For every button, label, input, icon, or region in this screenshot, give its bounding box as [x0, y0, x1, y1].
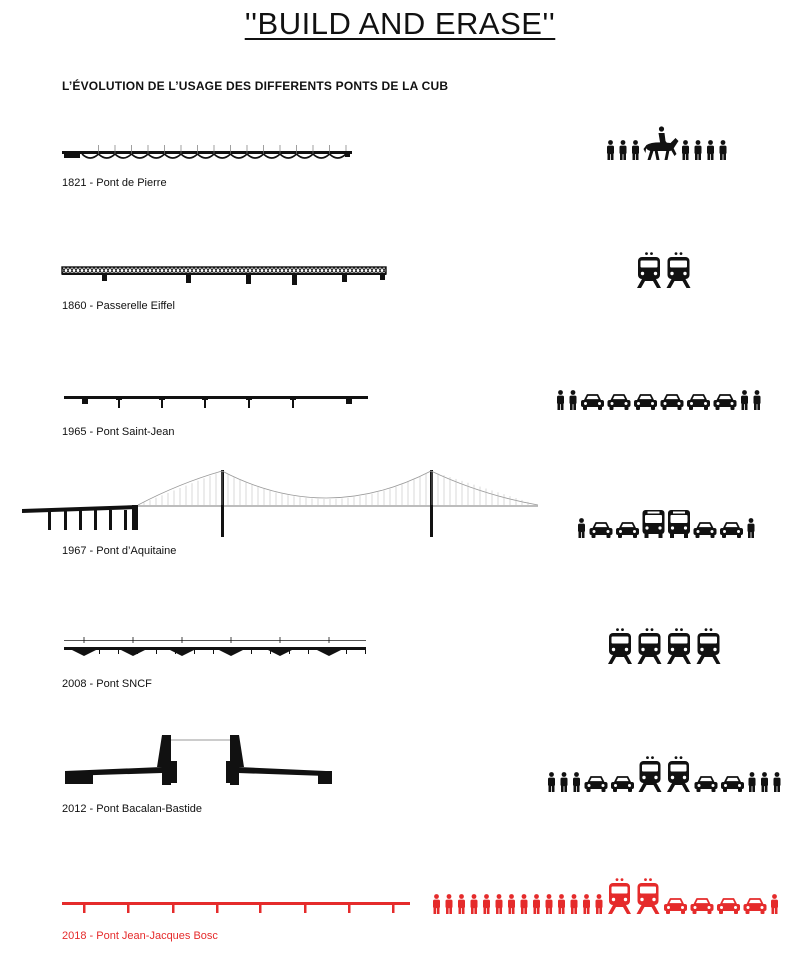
horse-rider-icon	[643, 126, 678, 160]
bridge-drawing-pont-de-pierre	[62, 140, 352, 162]
bridge-drawing-pont-bacalan-bastide	[62, 727, 340, 791]
bridge-label-pont-de-pierre: 1821 - Pont de Pierre	[62, 177, 167, 189]
car-icon	[616, 523, 639, 538]
person-icon	[557, 390, 564, 410]
tram-icon	[637, 878, 660, 914]
person-icon	[571, 894, 578, 914]
person-icon	[748, 772, 755, 792]
tram-icon	[667, 756, 690, 792]
bridge-drawing-pont-d-aquitaine	[20, 465, 544, 537]
train-icon	[637, 252, 661, 288]
car-icon	[584, 777, 607, 792]
person-icon	[773, 772, 780, 792]
person-icon	[719, 140, 726, 160]
person-icon	[433, 894, 440, 914]
person-icon	[471, 894, 478, 914]
tram-icon	[638, 756, 661, 792]
bridge-drawing-pont-saint-jean	[62, 392, 370, 414]
train-icon	[637, 628, 661, 664]
person-icon	[707, 140, 714, 160]
car-icon	[691, 899, 714, 914]
bus-icon	[668, 510, 690, 538]
person-icon	[569, 390, 576, 410]
person-icon	[521, 894, 528, 914]
person-icon	[761, 772, 768, 792]
person-icon	[596, 894, 603, 914]
page-subtitle: L’ÉVOLUTION DE L’USAGE DES DIFFERENTS PONTS DE LA CUB	[62, 79, 449, 93]
person-icon	[747, 518, 754, 538]
train-icon	[666, 252, 690, 288]
bus-icon	[642, 510, 664, 538]
bridge-drawing-passerelle-eiffel	[62, 264, 388, 286]
person-icon	[496, 894, 503, 914]
person-icon	[483, 894, 490, 914]
train-icon	[696, 628, 720, 664]
person-icon	[558, 894, 565, 914]
car-icon	[607, 395, 630, 410]
car-icon	[693, 523, 716, 538]
person-icon	[632, 140, 639, 160]
person-icon	[546, 894, 553, 914]
car-icon	[744, 899, 767, 914]
person-icon	[533, 894, 540, 914]
person-icon	[682, 140, 689, 160]
usage-icons-pont-bacalan-bastide	[546, 752, 783, 792]
usage-icons-passerelle-eiffel	[635, 248, 693, 288]
usage-icons-pont-sncf	[606, 624, 723, 664]
car-icon	[713, 395, 736, 410]
car-icon	[720, 523, 743, 538]
person-icon	[607, 140, 614, 160]
person-icon	[578, 518, 585, 538]
train-icon	[667, 628, 691, 664]
person-icon	[753, 390, 760, 410]
person-icon	[771, 894, 778, 914]
person-icon	[619, 140, 626, 160]
usage-icons-pont-saint-jean	[555, 388, 763, 410]
usage-icons-pont-d-aquitaine	[576, 506, 757, 538]
car-icon	[664, 899, 687, 914]
person-icon	[458, 894, 465, 914]
train-icon	[608, 628, 632, 664]
bridge-label-pont-sncf: 2008 - Pont SNCF	[62, 678, 152, 690]
person-icon	[560, 772, 567, 792]
car-icon	[634, 395, 657, 410]
car-icon	[660, 395, 683, 410]
car-icon	[694, 777, 717, 792]
person-icon	[583, 894, 590, 914]
page-title-text: ''BUILD AND ERASE''	[244, 6, 556, 41]
bridge-drawing-pont-sncf	[62, 637, 370, 661]
bridge-drawing-pont-jean-jacques-bosc	[62, 900, 412, 916]
car-icon	[581, 395, 604, 410]
bridge-label-pont-saint-jean: 1965 - Pont Saint-Jean	[62, 426, 175, 438]
person-icon	[573, 772, 580, 792]
car-icon	[717, 899, 740, 914]
bridge-label-pont-bacalan-bastide: 2012 - Pont Bacalan-Bastide	[62, 803, 203, 815]
usage-icons-pont-jean-jacques-bosc	[431, 880, 780, 914]
person-icon	[694, 140, 701, 160]
person-icon	[446, 894, 453, 914]
bridge-label-pont-jean-jacques-bosc: 2018 - Pont Jean-Jacques Bosc	[62, 930, 218, 942]
bridge-label-pont-d-aquitaine: 1967 - Pont d’Aquitaine	[62, 545, 177, 557]
car-icon	[589, 523, 612, 538]
car-icon	[611, 777, 634, 792]
bridge-label-passerelle-eiffel: 1860 - Passerelle Eiffel	[62, 300, 175, 312]
page-title	[0, 6, 800, 42]
person-icon	[741, 390, 748, 410]
usage-icons-pont-de-pierre	[605, 126, 729, 160]
tram-icon	[608, 878, 631, 914]
car-icon	[721, 777, 744, 792]
car-icon	[687, 395, 710, 410]
person-icon	[508, 894, 515, 914]
person-icon	[548, 772, 555, 792]
